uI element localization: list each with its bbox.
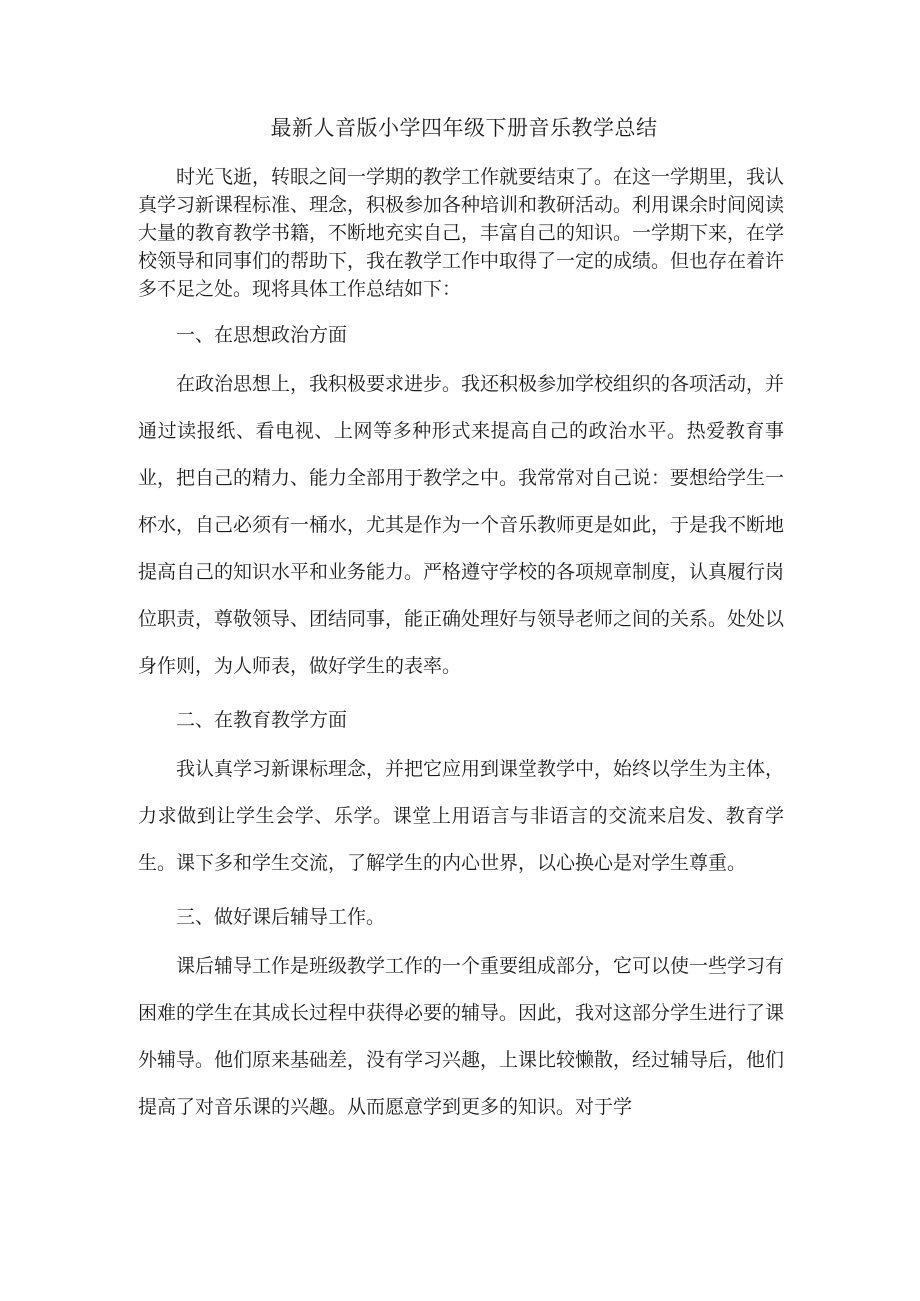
section-body-politics: 在政治思想上，我积极要求进步。我还积极参加学校组织的各项活动，并通过读报纸、看电视、上网等多种形式来提高自己的政治水平。热爱教育事业，把自己的精力、能力全部用于教学之中。我常常对自己说：要想给学生一杯水，自己必须有一桶水，尤其是作为一个音乐教师更是如此，于是我不断地提高自己的知识水平和业务能力。严格遵守学校的各项规章制度，认真履行岗位职责，尊敬领导、团结同事，能正确处理好与领导老师之间的关系。处处以身作则，为人师表，做好学生的表率。 — [138, 373, 785, 677]
section-heading-teaching: 二、在教育教学方面 — [176, 709, 348, 731]
document-title: 最新人音版小学四年级下册音乐教学总结 — [270, 116, 658, 140]
section-body-teaching: 我认真学习新课标理念，并把它应用到课堂教学中，始终以学生为主体，力求做到让学生会学、乐学。课堂上用语言与非语言的交流来启发、教育学生。课下多和学生交流，了解学生的内心世界，以心换心是对学生尊重。 — [138, 758, 785, 874]
section-heading-tutoring: 三、做好课后辅导工作。 — [176, 906, 386, 928]
section-body-tutoring: 课后辅导工作是班级教学工作的一个重要组成部分，它可以使一些学习有困难的学生在其成长过程中获得必要的辅导。因此，我对这部分学生进行了课外辅导。他们原来基础差，没有学习兴趣，上课比较懒散，经过辅导后，他们提高了对音乐课的兴趣。从而愿意学到更多的知识。对于学 — [138, 955, 785, 1118]
document-page — [138, 0, 784, 1131]
section-heading-politics: 一、在思想政治方面 — [176, 324, 348, 346]
intro-paragraph: 时光飞逝，转眼之间一学期的教学工作就要结束了。在这一学期里，我认真学习新课程标准、理念，积极参加各种培训和教研活动。利用课余时间阅读大量的教育教学书籍，不断地充实自己，丰富自己的知识。一学期下来，在学校领导和同事们的帮助下，我在教学工作中取得了一定的成绩。但也存在着许多不足之处。现将具体工作总结如下： — [138, 166, 785, 300]
